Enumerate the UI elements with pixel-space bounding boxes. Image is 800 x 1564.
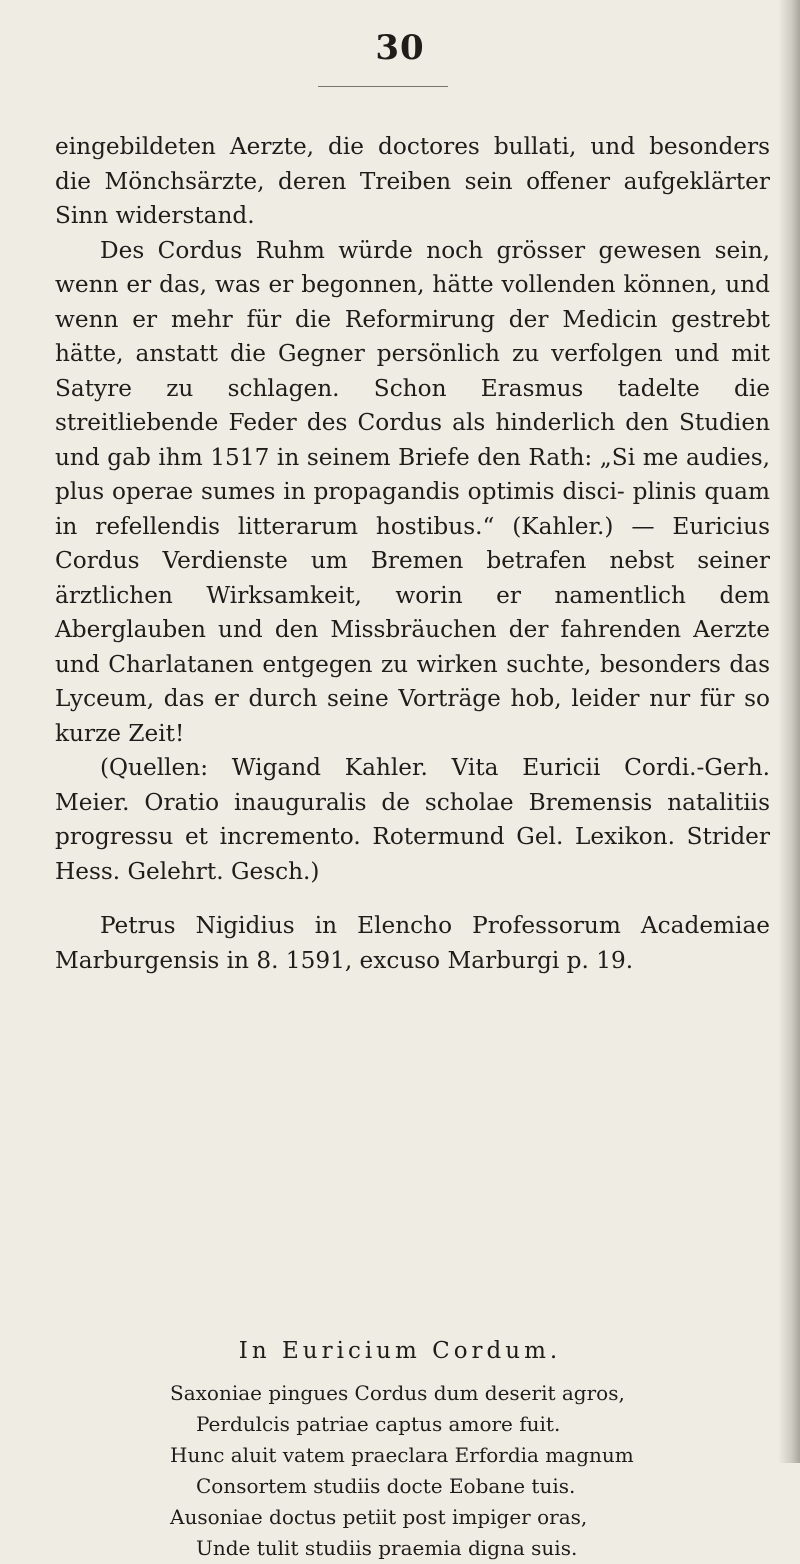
section-gap bbox=[55, 889, 770, 909]
paragraph-quellen: (Quellen: Wigand Kahler. Vita Euricii Cordi.-Gerh. Meier. Oratio inauguralis de scholae Bremensis natalitiis progressu et incremento. Rotermund Gel. Lexikon. Strider Hess. Gelehrt. Gesch.) bbox=[55, 754, 770, 885]
body-text bbox=[55, 130, 770, 978]
poem-title-block bbox=[0, 1338, 800, 1364]
poem-line: Saxoniae pingues Cordus dum deserit agros, bbox=[170, 1381, 625, 1405]
poem bbox=[170, 1378, 730, 1564]
poem-line: Perdulcis patriae captus amore fuit. bbox=[196, 1412, 561, 1436]
poem-line: Ausoniae doctus petiit post impiger oras, bbox=[170, 1505, 588, 1529]
paragraph-cordus-ruhm: Des Cordus Ruhm würde noch grösser gewesen sein, wenn er das, was er begonnen, hätte vollenden können, und wenn er mehr für die Reformirung der Medicin gestrebt hätte, anstatt die Gegner persönlich zu verfolgen und mit Satyre zu schlagen. Schon Erasmus tadelte die streitliebende Feder des Cordus als hinderlich den Studien und gab ihm 1517 in seinem Briefe den Rath: „Si me audies, plus operae sumes in propagandis optimis disci- plinis quam in refellendis litterarum hostibus.“ (Kahler.) — Euricius Cordus Verdienste um Bremen betrafen nebst seiner ärztlichen Wirksamkeit, worin er namentlich dem Aberglauben und den Missbräuchen der fahrenden Aerzte und Charlatanen entgegen zu wirken suchte, besonders das Lyceum, das er durch seine Vorträge hob, leider nur für so kurze Zeit! bbox=[55, 236, 770, 747]
paragraph-petrus-nigidius: Petrus Nigidius in Elencho Professorum Academiae Marburgensis in 8. 1591, excuso Marburgi p. 19. bbox=[55, 912, 770, 974]
header-rule bbox=[318, 86, 448, 87]
poem-line: Hunc aluit vatem praeclara Erfordia magnum bbox=[170, 1443, 634, 1467]
poem-title: In Euricium Cordum. bbox=[238, 1338, 562, 1364]
poem-line: Unde tulit studiis praemia digna suis. bbox=[196, 1536, 578, 1560]
page-header bbox=[0, 28, 800, 68]
page-number: 30 bbox=[375, 28, 425, 68]
page-edge-shadow bbox=[778, 0, 800, 1463]
poem-line: Consortem studiis docte Eobane tuis. bbox=[196, 1474, 576, 1498]
paragraph-continuation: eingebildeten Aerzte, die doctores bullati, und besonders die Mönchsärzte, deren Treiben sein offener aufgeklärter Sinn widerstand. bbox=[55, 133, 770, 229]
